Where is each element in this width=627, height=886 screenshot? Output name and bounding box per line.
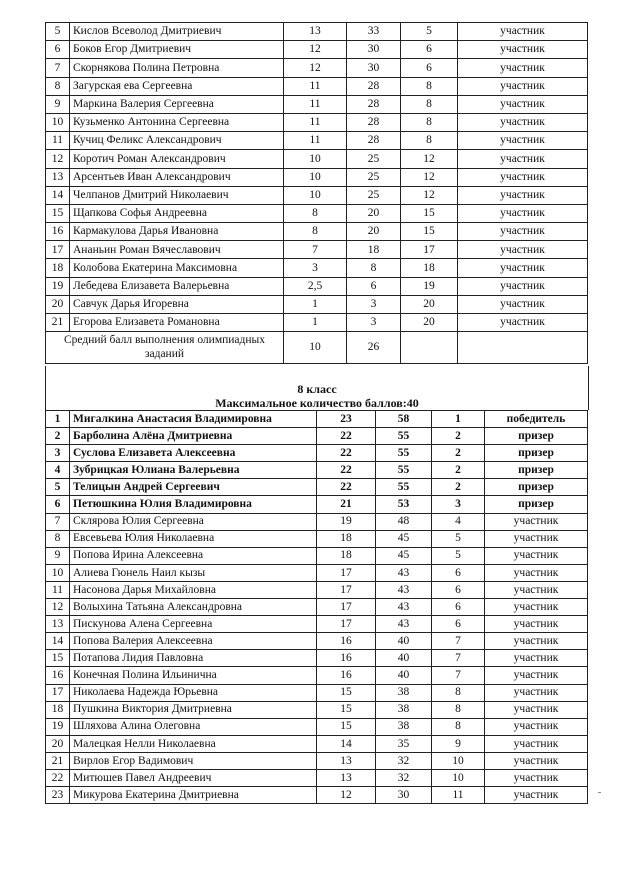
participant-name: Николаева Надежда Юрьевна [70, 684, 317, 701]
place-cell: 7 [432, 650, 485, 667]
participant-name: Суслова Елизавета Алексеевна [70, 445, 317, 462]
percent-cell: 55 [376, 462, 432, 479]
row-number: 19 [46, 718, 70, 735]
row-number: 7 [46, 59, 70, 77]
participant-name: Челпанов Дмитрий Николаевич [70, 186, 284, 204]
score-cell: 17 [317, 599, 376, 616]
table-row [46, 496, 588, 513]
scan-speck [598, 792, 601, 793]
place-cell: 3 [432, 496, 485, 513]
participant-name: Кучиц Феликс Александрович [70, 132, 284, 150]
score-cell: 8 [284, 204, 347, 222]
status-cell: победитель [485, 411, 588, 428]
percent-cell: 6 [347, 277, 401, 295]
place-cell: 10 [432, 752, 485, 769]
score-cell: 1 [284, 295, 347, 313]
row-number: 14 [46, 186, 70, 204]
status-cell: участник [485, 564, 588, 581]
place-cell: 17 [401, 241, 458, 259]
status-cell: призер [485, 445, 588, 462]
place-cell: 19 [401, 277, 458, 295]
status-cell: участник [485, 530, 588, 547]
table-row [46, 667, 588, 684]
table-row [46, 41, 588, 59]
status-cell: участник [458, 223, 588, 241]
row-number: 11 [46, 132, 70, 150]
status-cell: участник [485, 547, 588, 564]
percent-cell: 20 [347, 223, 401, 241]
percent-cell: 38 [376, 718, 432, 735]
percent-cell: 25 [347, 150, 401, 168]
place-cell: 10 [432, 769, 485, 786]
row-number: 7 [46, 513, 70, 530]
score-cell: 10 [284, 150, 347, 168]
table-row [46, 223, 588, 241]
row-number: 6 [46, 41, 70, 59]
table-row [46, 113, 588, 131]
average-score: 10 [284, 332, 347, 364]
row-number: 19 [46, 277, 70, 295]
table-row [46, 23, 588, 41]
table-row [46, 314, 588, 332]
percent-cell: 55 [376, 479, 432, 496]
table-row [46, 95, 588, 113]
row-number: 22 [46, 769, 70, 786]
table-row [46, 259, 588, 277]
row-number: 12 [46, 150, 70, 168]
score-cell: 13 [317, 769, 376, 786]
percent-cell: 40 [376, 633, 432, 650]
participant-name: Барболина Алёна Дмитриевна [70, 428, 317, 445]
participant-name: Савчук Дарья Игоревна [70, 295, 284, 313]
percent-cell: 40 [376, 667, 432, 684]
status-cell: призер [485, 496, 588, 513]
table-row [46, 277, 588, 295]
row-number: 16 [46, 223, 70, 241]
status-cell: участник [458, 23, 588, 41]
place-cell: 8 [401, 113, 458, 131]
percent-cell: 30 [347, 59, 401, 77]
participant-name: Боков Егор Дмитриевич [70, 41, 284, 59]
table-row [46, 787, 588, 804]
percent-cell: 33 [347, 23, 401, 41]
percent-cell: 18 [347, 241, 401, 259]
percent-cell: 43 [376, 616, 432, 633]
score-cell: 8 [284, 223, 347, 241]
place-cell: 8 [432, 701, 485, 718]
percent-cell: 45 [376, 530, 432, 547]
score-cell: 16 [317, 667, 376, 684]
participant-name: Колобова Екатерина Максимовна [70, 259, 284, 277]
status-cell: участник [458, 132, 588, 150]
score-cell: 11 [284, 132, 347, 150]
status-cell: призер [485, 428, 588, 445]
status-cell: участник [458, 277, 588, 295]
score-cell: 13 [317, 752, 376, 769]
score-cell: 12 [284, 41, 347, 59]
table-row [46, 59, 588, 77]
status-cell: участник [458, 59, 588, 77]
place-cell: 15 [401, 223, 458, 241]
participant-name: Телицын Андрей Сергеевич [70, 479, 317, 496]
score-cell: 22 [317, 445, 376, 462]
row-number: 6 [46, 496, 70, 513]
percent-cell: 58 [376, 411, 432, 428]
participant-name: Пушкина Виктория Дмитриевна [70, 701, 317, 718]
row-number: 18 [46, 259, 70, 277]
place-cell: 2 [432, 428, 485, 445]
score-cell: 12 [317, 787, 376, 804]
percent-cell: 45 [376, 547, 432, 564]
percent-cell: 43 [376, 564, 432, 581]
percent-cell: 38 [376, 684, 432, 701]
participant-name: Шляхова Алина Олеговна [70, 718, 317, 735]
status-cell: призер [485, 462, 588, 479]
score-cell: 14 [317, 735, 376, 752]
participant-name: Коротич Роман Александрович [70, 150, 284, 168]
participant-name: Маркина Валерия Сергеевна [70, 95, 284, 113]
table-row [46, 547, 588, 564]
place-cell: 20 [401, 314, 458, 332]
place-cell: 5 [432, 530, 485, 547]
score-cell: 16 [317, 650, 376, 667]
place-cell: 12 [401, 186, 458, 204]
score-cell: 13 [284, 23, 347, 41]
table-row [46, 616, 588, 633]
row-number: 10 [46, 113, 70, 131]
participant-name: Скорнякова Полина Петровна [70, 59, 284, 77]
score-cell: 15 [317, 684, 376, 701]
place-cell: 8 [401, 132, 458, 150]
percent-cell: 55 [376, 428, 432, 445]
table-row [46, 168, 588, 186]
row-number: 17 [46, 684, 70, 701]
percent-cell: 48 [376, 513, 432, 530]
max-score-title: Максимальное количество баллов:40 [215, 396, 419, 410]
percent-cell: 28 [347, 113, 401, 131]
status-cell: участник [485, 599, 588, 616]
row-number: 1 [46, 411, 70, 428]
percent-cell: 28 [347, 132, 401, 150]
participant-name: Потапова Лидия Павловна [70, 650, 317, 667]
score-cell: 11 [284, 113, 347, 131]
score-cell: 22 [317, 428, 376, 445]
score-cell: 22 [317, 462, 376, 479]
table-row [46, 530, 588, 547]
place-cell: 6 [432, 581, 485, 598]
table-row [46, 599, 588, 616]
table-row [46, 150, 588, 168]
place-cell: 7 [432, 667, 485, 684]
participant-name: Мигалкина Анастасия Владимировна [70, 411, 317, 428]
row-number: 21 [46, 752, 70, 769]
row-number: 14 [46, 633, 70, 650]
place-cell: 12 [401, 150, 458, 168]
percent-cell: 3 [347, 314, 401, 332]
percent-cell: 32 [376, 769, 432, 786]
place-cell: 18 [401, 259, 458, 277]
row-number: 20 [46, 295, 70, 313]
row-number: 8 [46, 77, 70, 95]
percent-cell: 8 [347, 259, 401, 277]
row-number: 12 [46, 599, 70, 616]
place-cell: 1 [432, 411, 485, 428]
percent-cell: 28 [347, 95, 401, 113]
place-cell: 11 [432, 787, 485, 804]
participant-name: Евсевьева Юлия Николаевна [70, 530, 317, 547]
average-label: Средний балл выполнения олимпиадных заданий [46, 332, 284, 364]
row-number: 5 [46, 479, 70, 496]
place-cell: 6 [432, 599, 485, 616]
table-row [46, 445, 588, 462]
status-cell: участник [458, 77, 588, 95]
row-number: 13 [46, 168, 70, 186]
score-cell: 11 [284, 77, 347, 95]
place-cell: 8 [432, 684, 485, 701]
table-row [46, 204, 588, 222]
participant-name: Попова Ирина Алексеевна [70, 547, 317, 564]
row-number: 11 [46, 581, 70, 598]
status-cell: участник [485, 735, 588, 752]
row-number: 15 [46, 650, 70, 667]
table-row [46, 513, 588, 530]
participant-name: Петюшкина Юлия Владимировна [70, 496, 317, 513]
table-row [46, 769, 588, 786]
percent-cell: 20 [347, 204, 401, 222]
percent-cell: 30 [347, 41, 401, 59]
participant-name: Кармакулова Дарья Ивановна [70, 223, 284, 241]
table-row [46, 718, 588, 735]
score-cell: 17 [317, 581, 376, 598]
status-cell: участник [485, 650, 588, 667]
place-cell: 9 [432, 735, 485, 752]
table-row [46, 77, 588, 95]
place-cell: 15 [401, 204, 458, 222]
row-number: 9 [46, 547, 70, 564]
average-status-empty [458, 332, 588, 364]
status-cell: участник [485, 633, 588, 650]
place-cell: 8 [401, 95, 458, 113]
percent-cell: 3 [347, 295, 401, 313]
participant-name: Волыхина Татьяна Александровна [70, 599, 317, 616]
percent-cell: 28 [347, 77, 401, 95]
table-row [46, 479, 588, 496]
status-cell: участник [458, 113, 588, 131]
status-cell: участник [458, 41, 588, 59]
status-cell: участник [458, 186, 588, 204]
percent-cell: 32 [376, 752, 432, 769]
row-number: 18 [46, 701, 70, 718]
row-number: 10 [46, 564, 70, 581]
average-row [46, 332, 588, 364]
percent-cell: 43 [376, 581, 432, 598]
table-row [46, 752, 588, 769]
participant-name: Щапкова Софья Андреевна [70, 204, 284, 222]
status-cell: участник [485, 718, 588, 735]
score-cell: 15 [317, 718, 376, 735]
place-cell: 2 [432, 462, 485, 479]
row-number: 4 [46, 462, 70, 479]
row-number: 17 [46, 241, 70, 259]
status-cell: участник [458, 95, 588, 113]
percent-cell: 25 [347, 186, 401, 204]
participant-name: Вирлов Егор Вадимович [70, 752, 317, 769]
row-number: 9 [46, 95, 70, 113]
row-number: 8 [46, 530, 70, 547]
place-cell: 5 [401, 23, 458, 41]
row-number: 15 [46, 204, 70, 222]
table-row [46, 241, 588, 259]
average-percent: 26 [347, 332, 401, 364]
results-table-8th-grade [45, 410, 588, 804]
table-row [46, 581, 588, 598]
status-cell: участник [458, 204, 588, 222]
place-cell: 2 [432, 479, 485, 496]
row-number: 20 [46, 735, 70, 752]
grade-8-header [45, 366, 589, 410]
row-number: 2 [46, 428, 70, 445]
score-cell: 22 [317, 479, 376, 496]
table-row [46, 633, 588, 650]
row-number: 13 [46, 616, 70, 633]
participant-name: Ананьин Роман Вячеславович [70, 241, 284, 259]
place-cell: 6 [401, 41, 458, 59]
row-number: 3 [46, 445, 70, 462]
table-row [46, 295, 588, 313]
participant-name: Конечная Полина Ильинична [70, 667, 317, 684]
score-cell: 10 [284, 168, 347, 186]
status-cell: участник [485, 701, 588, 718]
participant-name: Лебедева Елизавета Валерьевна [70, 277, 284, 295]
status-cell: участник [485, 752, 588, 769]
status-cell: участник [458, 295, 588, 313]
participant-name: Малецкая Нелли Николаевна [70, 735, 317, 752]
place-cell: 4 [432, 513, 485, 530]
status-cell: участник [485, 684, 588, 701]
table-row [46, 186, 588, 204]
place-cell: 5 [432, 547, 485, 564]
score-cell: 18 [317, 547, 376, 564]
table-row [46, 462, 588, 479]
status-cell: участник [485, 616, 588, 633]
score-cell: 19 [317, 513, 376, 530]
score-cell: 10 [284, 186, 347, 204]
score-cell: 18 [317, 530, 376, 547]
table-row [46, 650, 588, 667]
score-cell: 11 [284, 95, 347, 113]
percent-cell: 38 [376, 701, 432, 718]
place-cell: 20 [401, 295, 458, 313]
row-number: 23 [46, 787, 70, 804]
score-cell: 21 [317, 496, 376, 513]
status-cell: участник [485, 513, 588, 530]
participant-name: Егорова Елизавета Романовна [70, 314, 284, 332]
place-cell: 7 [432, 633, 485, 650]
status-cell: призер [485, 479, 588, 496]
status-cell: участник [458, 241, 588, 259]
row-number: 21 [46, 314, 70, 332]
score-cell: 23 [317, 411, 376, 428]
participant-name: Пискунова Алена Сергеевна [70, 616, 317, 633]
place-cell: 6 [432, 616, 485, 633]
participant-name: Зубрицкая Юлиана Валерьевна [70, 462, 317, 479]
table-row [46, 735, 588, 752]
table-row [46, 564, 588, 581]
place-cell: 2 [432, 445, 485, 462]
score-cell: 16 [317, 633, 376, 650]
score-cell: 3 [284, 259, 347, 277]
table-row [46, 411, 588, 428]
score-cell: 1 [284, 314, 347, 332]
place-cell: 6 [432, 564, 485, 581]
place-cell: 8 [401, 77, 458, 95]
status-cell: участник [458, 259, 588, 277]
percent-cell: 25 [347, 168, 401, 186]
participant-name: Попова Валерия Алексеевна [70, 633, 317, 650]
table-row [46, 428, 588, 445]
participant-name: Микурова Екатерина Дмитриевна [70, 787, 317, 804]
place-cell: 8 [432, 718, 485, 735]
score-cell: 15 [317, 701, 376, 718]
average-place-empty [401, 332, 458, 364]
table-row [46, 132, 588, 150]
row-number: 5 [46, 23, 70, 41]
percent-cell: 40 [376, 650, 432, 667]
status-cell: участник [485, 667, 588, 684]
place-cell: 12 [401, 168, 458, 186]
status-cell: участник [458, 168, 588, 186]
score-cell: 17 [317, 616, 376, 633]
participant-name: Загурская ева Сергеевна [70, 77, 284, 95]
row-number: 16 [46, 667, 70, 684]
status-cell: участник [458, 314, 588, 332]
status-cell: участник [485, 769, 588, 786]
participant-name: Кузьменко Антонина Сергеевна [70, 113, 284, 131]
table-row [46, 701, 588, 718]
participant-name: Кислов Всеволод Дмитриевич [70, 23, 284, 41]
table-row [46, 684, 588, 701]
percent-cell: 53 [376, 496, 432, 513]
participant-name: Алиева Гюнель Наил кызы [70, 564, 317, 581]
score-cell: 17 [317, 564, 376, 581]
status-cell: участник [485, 581, 588, 598]
percent-cell: 55 [376, 445, 432, 462]
percent-cell: 30 [376, 787, 432, 804]
place-cell: 6 [401, 59, 458, 77]
score-cell: 12 [284, 59, 347, 77]
participant-name: Митюшев Павел Андреевич [70, 769, 317, 786]
score-cell: 2,5 [284, 277, 347, 295]
score-cell: 7 [284, 241, 347, 259]
percent-cell: 35 [376, 735, 432, 752]
participant-name: Арсентьев Иван Александрович [70, 168, 284, 186]
results-table-7th-grade-continued [45, 22, 588, 364]
grade-title: 8 класс [297, 382, 337, 396]
status-cell: участник [485, 787, 588, 804]
participant-name: Склярова Юлия Сергеевна [70, 513, 317, 530]
percent-cell: 43 [376, 599, 432, 616]
participant-name: Насонова Дарья Михайловна [70, 581, 317, 598]
status-cell: участник [458, 150, 588, 168]
